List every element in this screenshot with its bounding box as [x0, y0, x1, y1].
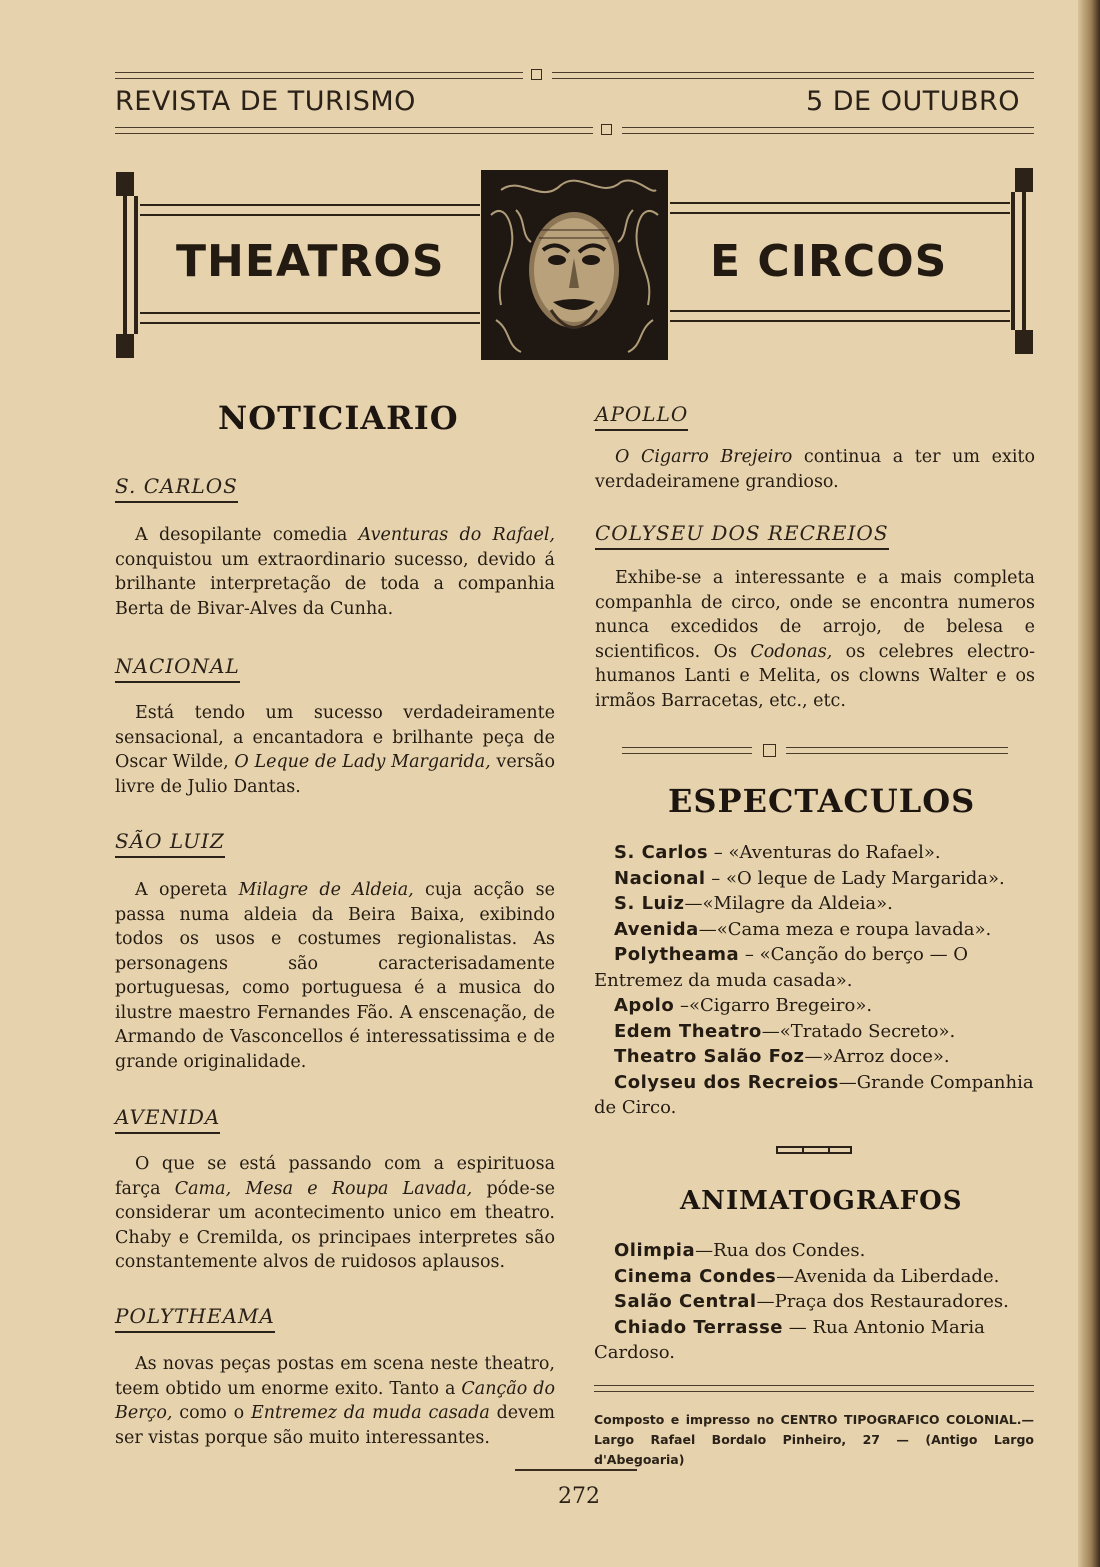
- list-item: [594, 1044, 1034, 1070]
- text: continua a ter um exito verdadeiramene grandioso.: [595, 447, 1035, 492]
- venue-name: Nacional: [614, 867, 706, 889]
- divider-ornament: [763, 744, 776, 757]
- paragraph-avenida: [115, 1152, 555, 1275]
- play-title: Aventuras do Rafael,: [358, 525, 555, 545]
- play-title: Entremez da muda casada: [250, 1403, 490, 1423]
- section-title-colyseu: COLYSEU DOS RECREIOS: [595, 521, 889, 550]
- list-item: [594, 1264, 1034, 1290]
- animatografos-list: [594, 1238, 1034, 1366]
- footer-rule: [594, 1385, 1034, 1392]
- cinema-name: Olimpia: [614, 1240, 696, 1261]
- post-cap: [116, 334, 134, 358]
- header-rule-bottom-right: [622, 127, 1034, 134]
- show-title: —»Arroz doce».: [804, 1046, 950, 1067]
- list-item: [594, 891, 1034, 917]
- espectaculos-heading: ESPECTACULOS: [668, 782, 976, 820]
- play-title: Milagre de Aldeia,: [238, 880, 414, 900]
- post-cap: [1015, 168, 1033, 192]
- text: póde-se considerar um acontecimento unico em theatro. Chaby e Cremilda, os principaes interpretes são constantemente alvos de ruidosos aplausos.: [115, 1178, 555, 1272]
- banner-line: [670, 310, 1010, 312]
- page-number-rule: [515, 1469, 637, 1471]
- cinema-name: Salão Central: [614, 1291, 757, 1312]
- post-cap: [116, 172, 134, 196]
- divider-rule-right: [786, 747, 1008, 754]
- paragraph-s-carlos: [115, 523, 555, 621]
- play-title: O Leque de Lady Margarida,: [234, 752, 491, 772]
- page-number: 272: [558, 1484, 600, 1509]
- paragraph-polytheama: [115, 1352, 555, 1450]
- page-edge: [1078, 0, 1100, 1567]
- post: [123, 196, 127, 334]
- text: cuja acção se passa numa aldeia da Beira Baixa, exibindo todos os usos e costumes regionalistas. As personagens são caracterisadamente portuguesas, como portuguesa é a musica do ilustre maestro Fernandes Fão. A enscenação, de Armando de Vasconcellos é interessatissima e de grande originalidade.: [115, 880, 556, 1072]
- text: A desopilante comedia: [135, 525, 359, 545]
- show-title: –«Cigarro Bregeiro».: [674, 995, 873, 1016]
- venue-name: Colyseu dos Recreios: [614, 1071, 839, 1093]
- header-ornament-square-2: [601, 124, 612, 135]
- header-ornament-square: [531, 69, 542, 80]
- section-title-apollo: APOLLO: [595, 402, 688, 431]
- play-title: Canção do Berço,: [115, 1378, 555, 1423]
- espectaculos-list: [594, 840, 1034, 1121]
- banner-title-theatros: THEATROS: [176, 236, 445, 287]
- theatrical-mask-icon: [481, 170, 668, 360]
- list-item: [594, 866, 1034, 892]
- text: Exhibe-se a interessante e a mais completa companhla de circo, onde se encontra numeros nunca excedidos de arrojo, de belesa e scientificos. Os: [595, 568, 1035, 662]
- issue-date: 5 DE OUTUBRO: [806, 86, 1020, 117]
- address: — Rua Antonio Maria Cardoso.: [594, 1316, 985, 1363]
- banner-title-circos: E CIRCOS: [710, 236, 948, 287]
- noticiario-heading: NOTICIARIO: [218, 399, 459, 437]
- venue-name: Polytheama: [614, 944, 740, 965]
- text: como o: [172, 1403, 251, 1423]
- animatografos-heading: ANIMATOGRAFOS: [680, 1186, 963, 1216]
- post: [1022, 192, 1026, 330]
- text: Está tendo um sucesso verdadeiramente sensacional, a encantadora e brilhante peça de Oscar Wilde,: [115, 703, 555, 772]
- venue-name: Avenida: [614, 918, 699, 940]
- address: —Praça dos Restauradores.: [756, 1291, 1009, 1312]
- performer-name: Codonas,: [750, 641, 833, 662]
- address: —Rua dos Condes.: [695, 1240, 866, 1261]
- list-item: [594, 1070, 1034, 1121]
- list-item: [594, 1019, 1034, 1045]
- section-title-sao-luiz: SÃO LUIZ: [115, 829, 225, 858]
- show-title: – «Canção do berço — O Entremez da muda casada».: [594, 944, 969, 991]
- venue-name: Edem Theatro: [614, 1020, 762, 1042]
- banner-line: [140, 312, 480, 314]
- play-title: Cama, Mesa e Roupa Lavada,: [174, 1178, 473, 1199]
- venue-name: Apolo: [614, 995, 675, 1016]
- paragraph-colyseu: [595, 566, 1035, 713]
- chain-ornament: [776, 1146, 852, 1154]
- play-title: O Cigarro Brejeiro: [615, 447, 793, 467]
- text: As novas peças postas em scena neste theatro, teem obtido um enorme exito. Tanto a: [115, 1354, 555, 1399]
- show-title: – «O leque de Lady Margarida».: [705, 867, 1005, 889]
- text: os celebres electro-humanos Lanti e Melita, os clowns Walter e os irmãos Barracetas, etc., etc.: [595, 641, 1035, 711]
- divider-rule-left: [622, 747, 752, 754]
- show-title: —«Tratado Secreto».: [761, 1020, 956, 1042]
- text: conquistou um extraordinario sucesso, devido á brilhante interpretação de toda a companhia Berta de Bivar-Alves da Cunha.: [115, 549, 555, 619]
- banner-line: [140, 204, 480, 206]
- list-item: [594, 993, 1034, 1019]
- list-item: [594, 1289, 1034, 1315]
- show-title: —«Milagre da Aldeia».: [684, 893, 893, 914]
- list-item: [594, 1315, 1034, 1366]
- banner-line: [140, 214, 480, 216]
- venue-name: S. Luiz: [614, 893, 685, 914]
- header-rule-bottom-left: [115, 127, 593, 134]
- cinema-name: Cinema Condes: [614, 1265, 777, 1287]
- banner-line: [670, 212, 1010, 214]
- cinema-name: Chiado Terrasse: [614, 1316, 783, 1338]
- venue-name: Theatro Salão Foz: [614, 1046, 805, 1067]
- section-title-avenida: AVENIDA: [115, 1105, 220, 1134]
- address: —Avenida da Liberdade.: [776, 1265, 1000, 1287]
- text: devem ser vistas porque são muito interessantes.: [115, 1403, 555, 1448]
- paragraph-sao-luiz: [115, 878, 555, 1074]
- text: O que se está passando com a espirituosa farça: [115, 1154, 555, 1199]
- paragraph-apollo: [595, 445, 1035, 494]
- list-item: [594, 1238, 1034, 1264]
- printer-imprint: Composto e impresso no CENTRO TIPOGRAFICO COLONIAL.— Largo Rafael Bordalo Pinheiro, 27 — (Antigo Largo d'Abegoaria): [594, 1412, 1034, 1467]
- magazine-title: REVISTA DE TURISMO: [115, 86, 416, 117]
- paragraph-nacional: [115, 701, 555, 799]
- post-cap: [1015, 330, 1033, 354]
- banner-line: [140, 322, 480, 324]
- list-item: [594, 840, 1034, 866]
- section-title-nacional: NACIONAL: [115, 654, 240, 683]
- show-title: —«Cama meza e roupa lavada».: [698, 918, 992, 940]
- show-title: – «Aventuras do Rafael».: [708, 842, 941, 863]
- post: [134, 196, 138, 334]
- text: A opereta: [135, 880, 239, 900]
- venue-name: S. Carlos: [614, 842, 709, 863]
- post: [1011, 192, 1015, 330]
- banner-line: [670, 320, 1010, 322]
- show-title: —Grande Companhia de Circo.: [594, 1071, 1034, 1118]
- banner-line: [670, 202, 1010, 204]
- header-rule-top-left: [115, 72, 523, 79]
- section-title-s-carlos: S. CARLOS: [115, 474, 238, 503]
- list-item: [594, 942, 1034, 993]
- list-item: [594, 917, 1034, 943]
- text: versão livre de Julio Dantas.: [115, 752, 555, 797]
- header-rule-top-right: [552, 72, 1034, 79]
- section-title-polytheama: POLYTHEAMA: [115, 1304, 275, 1333]
